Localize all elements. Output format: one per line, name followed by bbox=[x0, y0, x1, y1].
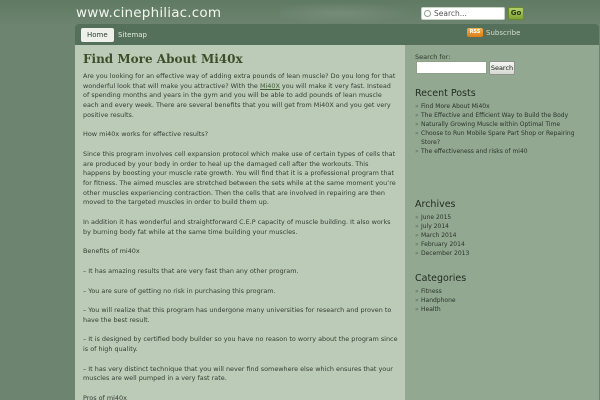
archive-link[interactable]: » March 2014 bbox=[415, 231, 595, 240]
post-paragraph: Pros of mi40x bbox=[83, 394, 127, 400]
post-title[interactable]: Find More About Mi40x bbox=[83, 52, 243, 66]
header-search-input[interactable]: Search... bbox=[421, 7, 505, 20]
sidebar-search-label: Search for: bbox=[415, 53, 451, 61]
archives-section bbox=[415, 199, 595, 258]
sidebar-search-button[interactable]: Search bbox=[489, 61, 515, 75]
post-paragraph: Are you looking for an effective way of adding extra pounds of lean muscle? Do you long for that wonderful look that will make you attractive? With the Mi40X you will make it very fast. Instead of spending months and years in the gym and you will be able to add pounds of lean muscle each and every week. There are several benefits that you will get from Mi40X and you get very positive results. bbox=[83, 72, 396, 119]
category-link[interactable]: » Fitness bbox=[415, 287, 595, 296]
categories-section bbox=[415, 273, 595, 314]
recent-post-link[interactable]: » Find More About Mi40x bbox=[415, 102, 595, 111]
archives-list bbox=[415, 213, 595, 258]
subscribe-link[interactable]: Subscribe bbox=[486, 29, 521, 37]
recent-post-link[interactable]: » Naturally Growing Muscle within Optimal Time bbox=[415, 120, 595, 129]
post-paragraph: – You are sure of getting no risk in purchasing this program. bbox=[83, 286, 276, 295]
header-decoration bbox=[280, 0, 430, 26]
recent-post-link[interactable]: » Choose to Run Mobile Spare Part Shop or Repairing Store? bbox=[415, 129, 595, 147]
post-paragraph: How mi40x works for effective results? bbox=[83, 130, 209, 139]
archive-link[interactable]: » December 2013 bbox=[415, 249, 595, 258]
categories-heading: Categories bbox=[415, 273, 467, 284]
recent-posts-section bbox=[415, 88, 595, 157]
archive-link[interactable]: » June 2015 bbox=[415, 213, 595, 222]
archives-heading: Archives bbox=[415, 199, 456, 210]
recent-posts-heading: Recent Posts bbox=[415, 88, 476, 99]
sidebar-search-input[interactable] bbox=[416, 61, 487, 74]
go-button[interactable]: Go bbox=[508, 7, 524, 20]
search-icon bbox=[424, 10, 431, 17]
post-paragraph: – You will realize that this program has undergone many universities for research and proven to have the best result. bbox=[83, 306, 392, 324]
post-paragraph: – It is designed by certified body builder so you have no reason to worry about the program since is of high quality. bbox=[83, 335, 398, 354]
post-paragraph: In addition it has wonderful and straightforward C.E.P capacity of muscle building. It also works by burning body fat while at the same time building your muscles. bbox=[83, 217, 391, 236]
site-title[interactable]: www.cinephiliac.com bbox=[76, 5, 222, 21]
rss-icon[interactable]: RSS bbox=[467, 28, 483, 37]
tab-home[interactable]: Home bbox=[81, 28, 114, 42]
post-paragraph: Since this program involves cell expansion protocol which make use of certain types of cells that are produced by your body in order to heal up the damaged cell after the workouts. This happens by boosting your muscle rate growth. You will find that it is a professional program that for fitness. The aimed muscles are stretched between the sets while at the same moment you’re other muscles experiencing contraction. Then the cells that are involved in repairing are then moved to the targeted muscles in order to build them up. bbox=[83, 149, 396, 207]
recent-post-link[interactable]: » The effectiveness and risks of mi40 bbox=[415, 147, 595, 156]
category-link[interactable]: » Handphone bbox=[415, 296, 595, 305]
recent-post-link[interactable]: » The Effective and Efficient Way to Build the Body bbox=[415, 111, 595, 120]
post-paragraph: – It has amazing results that are very fast than any other program. bbox=[83, 266, 299, 275]
post-paragraph: – It has very distinct technique that you will never find somewhere else which ensures that your muscles are well pumped in a very fast rate. bbox=[83, 364, 393, 383]
tab-sitemap[interactable]: Sitemap bbox=[118, 31, 147, 39]
archive-link[interactable]: » July 2014 bbox=[415, 222, 595, 231]
main-content bbox=[75, 45, 405, 400]
categories-list bbox=[415, 287, 595, 314]
category-link[interactable]: » Health bbox=[415, 305, 595, 314]
recent-posts-list bbox=[415, 102, 595, 157]
mi40x-link[interactable]: Mi40X bbox=[259, 81, 280, 90]
archive-link[interactable]: » February 2014 bbox=[415, 240, 595, 249]
post-paragraph: Benefits of mi40x bbox=[83, 247, 140, 256]
